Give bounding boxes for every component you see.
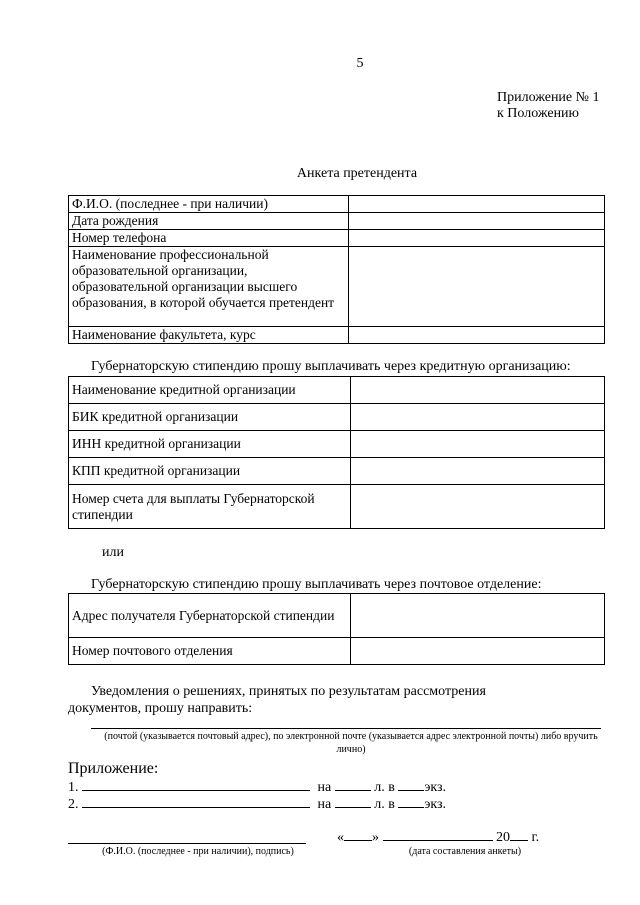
bank-intro: Губернаторскую стипендию прошу выплачивать через кредитную организацию: [91,359,571,374]
date-year-field[interactable] [510,826,528,841]
attachment-number: 1. [68,780,79,795]
notify-text: Уведомления о решениях, принятых по результатам рассмотрения документов, прошу направить: [68,684,486,716]
table-row [69,377,605,404]
row-label: Номер почтового отделения [69,638,351,665]
attachment-sheets-field[interactable] [335,776,371,791]
appendix-line-1: Приложение № 1 [497,90,600,105]
quote-open: « [337,830,344,845]
row-label: Наименование кредитной организации [69,377,351,404]
page-number: 5 [356,56,364,71]
signature-line[interactable] [68,842,306,844]
institution-value-cell[interactable] [349,247,605,327]
or-text: или [102,545,124,560]
attachment-number: 2. [68,797,79,812]
post-office-value-cell[interactable] [351,638,605,665]
table-row [69,458,605,485]
row-label: Номер счета для выплаты Губернаторской стипендии [69,485,351,529]
attachment-name-field[interactable] [82,776,310,791]
date-line [337,826,539,846]
row-label: Адрес получателя Губернаторской стипендии [69,594,351,638]
bank-table [68,376,605,529]
row-label: КПП кредитной организации [69,458,351,485]
table-row [69,404,605,431]
year-prefix: 20 [496,830,510,845]
attachments-heading: Приложение: [68,760,159,777]
date-month-field[interactable] [383,826,493,841]
fio-value-cell[interactable] [349,196,605,213]
table-row [69,247,605,327]
form-title: Анкета претендента [296,166,418,181]
notify-line[interactable] [91,727,601,729]
row-label: Наименование профессиональной образовательной организации, образовательной организации высшего образования, в которой обучается претендент [69,247,349,327]
attachment-na-label: на [317,797,332,812]
table-row [69,196,605,213]
attachment-name-field[interactable] [82,793,310,808]
table-row [69,431,605,458]
attachment-sheets-label: л. в [374,797,395,812]
table-row [69,230,605,247]
faculty-value-cell[interactable] [349,327,605,344]
attachment-sheets-label: л. в [374,780,395,795]
bank-name-value-cell[interactable] [351,377,605,404]
bik-value-cell[interactable] [351,404,605,431]
post-table [68,593,605,665]
account-value-cell[interactable] [351,485,605,529]
signature-hint: (Ф.И.О. (последнее - при наличии), подпись) [102,846,294,857]
attachment-line-2 [68,793,588,813]
year-suffix: г. [531,830,540,845]
table-row [69,485,605,529]
row-label: Наименование факультета, курс [69,327,349,344]
attachment-na-label: на [317,780,332,795]
inn-value-cell[interactable] [351,431,605,458]
appendix-header [497,90,600,122]
table-row [69,213,605,230]
attachment-sheets-field[interactable] [335,793,371,808]
address-value-cell[interactable] [351,594,605,638]
row-label: БИК кредитной организации [69,404,351,431]
table-row [69,327,605,344]
post-intro: Губернаторскую стипендию прошу выплачивать через почтовое отделение: [91,577,542,592]
birth-date-value-cell[interactable] [349,213,605,230]
date-day-field[interactable] [344,826,372,841]
appendix-line-2: к Положению [497,106,580,121]
date-hint: (дата составления анкеты) [408,846,522,857]
row-label: Дата рождения [69,213,349,230]
attachment-copies-field[interactable] [398,793,424,808]
quote-close: » [372,830,379,845]
attachment-copies-label: экз. [424,780,446,795]
row-label: Ф.И.О. (последнее - при наличии) [69,196,349,213]
notify-hint: (почтой (указывается почтовый адрес), по электронной почте (указывается адрес электронной почты) либо вручить лично) [104,731,598,755]
attachment-copies-field[interactable] [398,776,424,791]
phone-value-cell[interactable] [349,230,605,247]
table-row [69,638,605,665]
table-row [69,594,605,638]
row-label: ИНН кредитной организации [69,431,351,458]
row-label: Номер телефона [69,230,349,247]
attachment-copies-label: экз. [424,797,446,812]
kpp-value-cell[interactable] [351,458,605,485]
applicant-table [68,195,605,344]
